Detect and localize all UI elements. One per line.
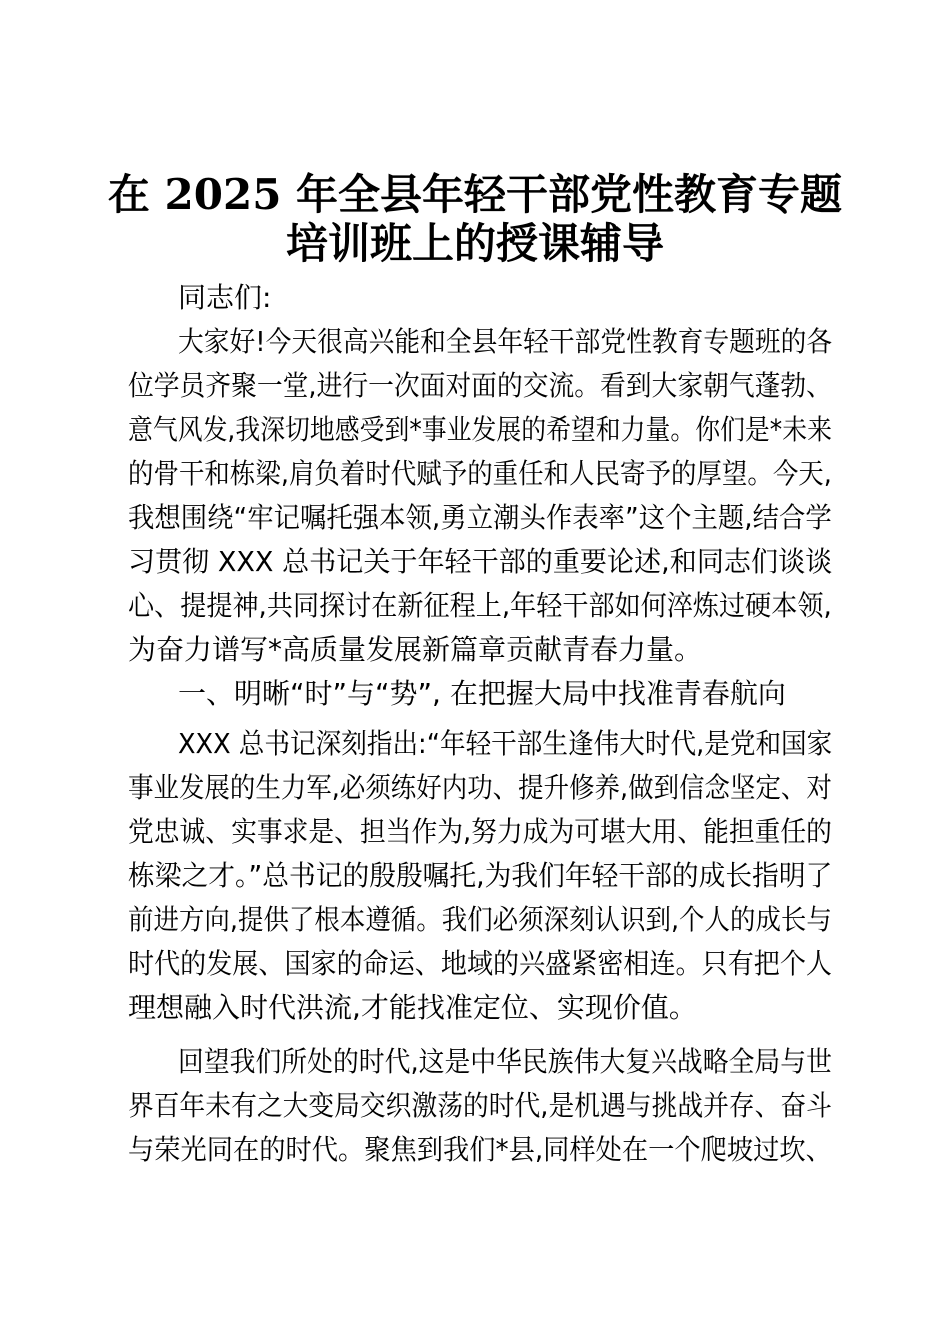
paragraph-line: 为奋力谱写*高质量发展新篇章贡献青春力量。	[128, 633, 703, 666]
paragraph-line: 栋梁之才。”总书记的殷殷嘱托,为我们年轻干部的成长指明了	[128, 859, 833, 892]
paragraph-line: 我想围绕“牢记嘱托强本领,勇立潮头作表率”这个主题,结合学	[128, 501, 832, 534]
salutation: 同志们:	[178, 281, 272, 314]
paragraph-line: 位学员齐聚一堂,进行一次面对面的交流。看到大家朝气蓬勃、	[128, 369, 832, 402]
paragraph-line: 前进方向,提供了根本遵循。我们必须深刻认识到,个人的成长与	[128, 903, 832, 936]
paragraph-line: 党忠诚、实事求是、担当作为,努力成为可堪大用、能担重任的	[128, 815, 832, 848]
document-title-line-1: 在 2025 年全县年轻干部党性教育专题	[107, 170, 843, 219]
paragraph-line: 时代的发展、国家的命运、地域的兴盛紧密相连。只有把个人	[128, 947, 833, 980]
paragraph-line: 大家好!今天很高兴能和全县年轻干部党性教育专题班的各	[178, 325, 833, 358]
paragraph-line: 的骨干和栋梁,肩负着时代赋予的重任和人民寄予的厚望。今天,	[128, 457, 832, 490]
paragraph-line: 回望我们所处的时代,这是中华民族伟大复兴战略全局与世	[178, 1045, 832, 1078]
paragraph-line: 界百年未有之大变局交织激荡的时代,是机遇与挑战并存、奋斗	[128, 1089, 832, 1122]
paragraph-line: 与荣光同在的时代。聚焦到我们*县,同样处在一个爬坡过坎、	[128, 1133, 832, 1166]
document-title-line-2: 培训班上的授课辅导	[285, 219, 664, 268]
paragraph-line: 意气风发,我深切地感受到*事业发展的希望和力量。你们是*未来	[128, 413, 832, 446]
paragraph-line: 习贯彻 XXX 总书记关于年轻干部的重要论述,和同志们谈谈	[128, 545, 833, 578]
paragraph-line: 心、提提神,共同探讨在新征程上,年轻干部如何淬炼过硬本领,	[128, 589, 832, 622]
paragraph-line: 事业发展的生力军,必须练好内功、提升修养,做到信念坚定、对	[128, 771, 832, 804]
paragraph-line: 理想融入时代洪流,才能找准定位、实现价值。	[128, 991, 697, 1024]
paragraph-line: XXX 总书记深刻指出:“年轻干部生逢伟大时代,是党和国家	[178, 727, 833, 760]
section-heading: 一、明晰“时”与“势”, 在把握大局中找准青春航向	[178, 677, 786, 710]
